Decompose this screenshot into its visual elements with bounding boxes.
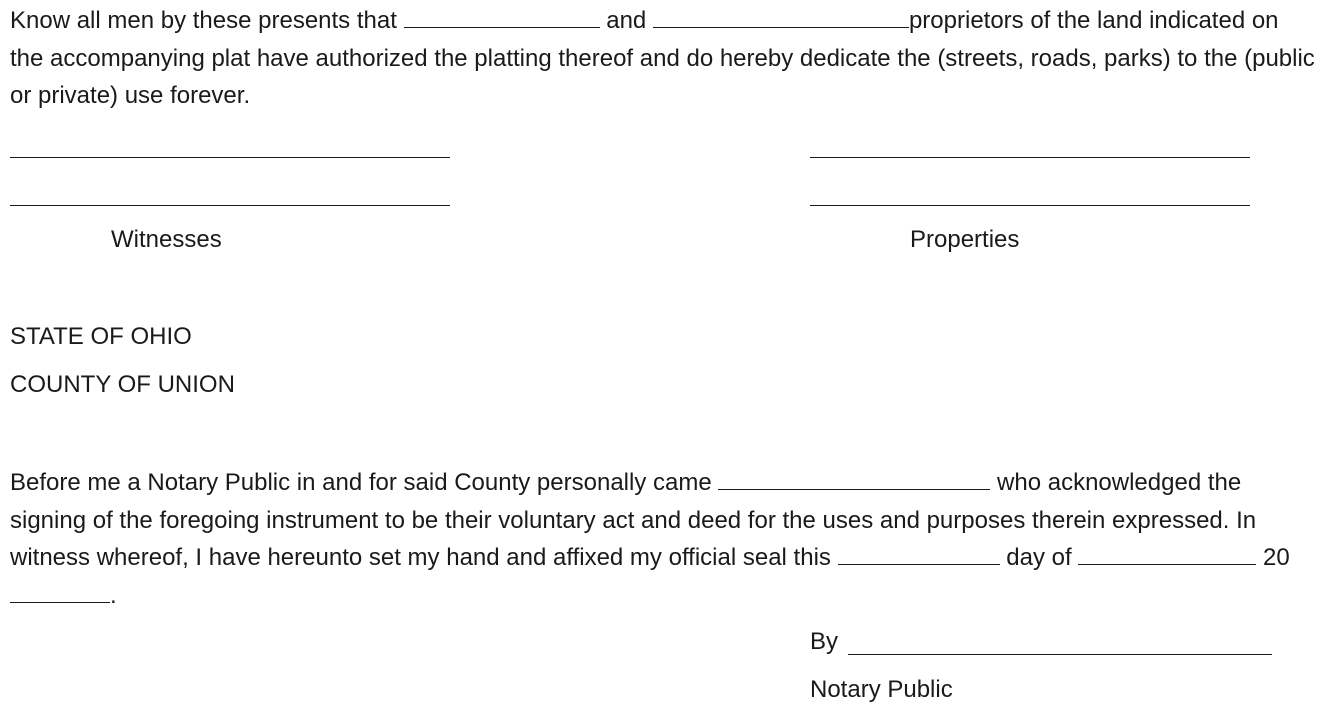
day-blank[interactable] <box>838 544 1000 565</box>
dedication-intro: Know all men by these presents that <box>10 7 397 34</box>
acknowledgment-intro: Before me a Notary Public in and for said County personally came <box>10 469 712 496</box>
acknowledgment-who: who acknowledged the signing of the foregoing instrument to be their voluntary act and deed for the uses and purposes therein expressed. In witness whereof, I have hereunto set my hand and affixed my official seal this <box>10 469 1257 571</box>
dedication-continuation: proprietors of the land indicated on the accompanying plat have authorized the platting thereof and do hereby dedicate the (streets, roads, parks) to the (public or private) use forever. <box>10 7 1315 109</box>
dedication-and: and <box>606 7 647 34</box>
state-label: STATE OF OHIO <box>10 323 192 350</box>
proprietor-1-blank[interactable] <box>404 7 600 28</box>
witness-signature-line-2[interactable] <box>10 205 450 206</box>
properties-label: Properties <box>910 226 1020 253</box>
witness-signature-line-1[interactable] <box>10 157 450 158</box>
county-label: COUNTY OF UNION <box>10 371 235 398</box>
month-blank[interactable] <box>1078 544 1256 565</box>
dedication-paragraph <box>10 2 1315 115</box>
witnesses-label: Witnesses <box>111 226 222 253</box>
acknowledgment-paragraph <box>10 464 1315 614</box>
by-label: By <box>810 628 839 655</box>
notary-public-label: Notary Public <box>810 676 953 703</box>
acknowledgment-end: . <box>110 581 117 609</box>
acknowledgment-year-prefix: 20 <box>1262 544 1290 571</box>
signer-name-blank[interactable] <box>718 469 990 490</box>
proprietor-signature-line-1[interactable] <box>810 157 1250 158</box>
proprietor-signature-line-2[interactable] <box>810 205 1250 206</box>
acknowledgment-day-of: day of <box>1006 544 1072 571</box>
proprietor-2-blank[interactable] <box>653 7 909 28</box>
notary-signature-line[interactable] <box>848 654 1272 655</box>
year-blank[interactable] <box>10 582 110 603</box>
